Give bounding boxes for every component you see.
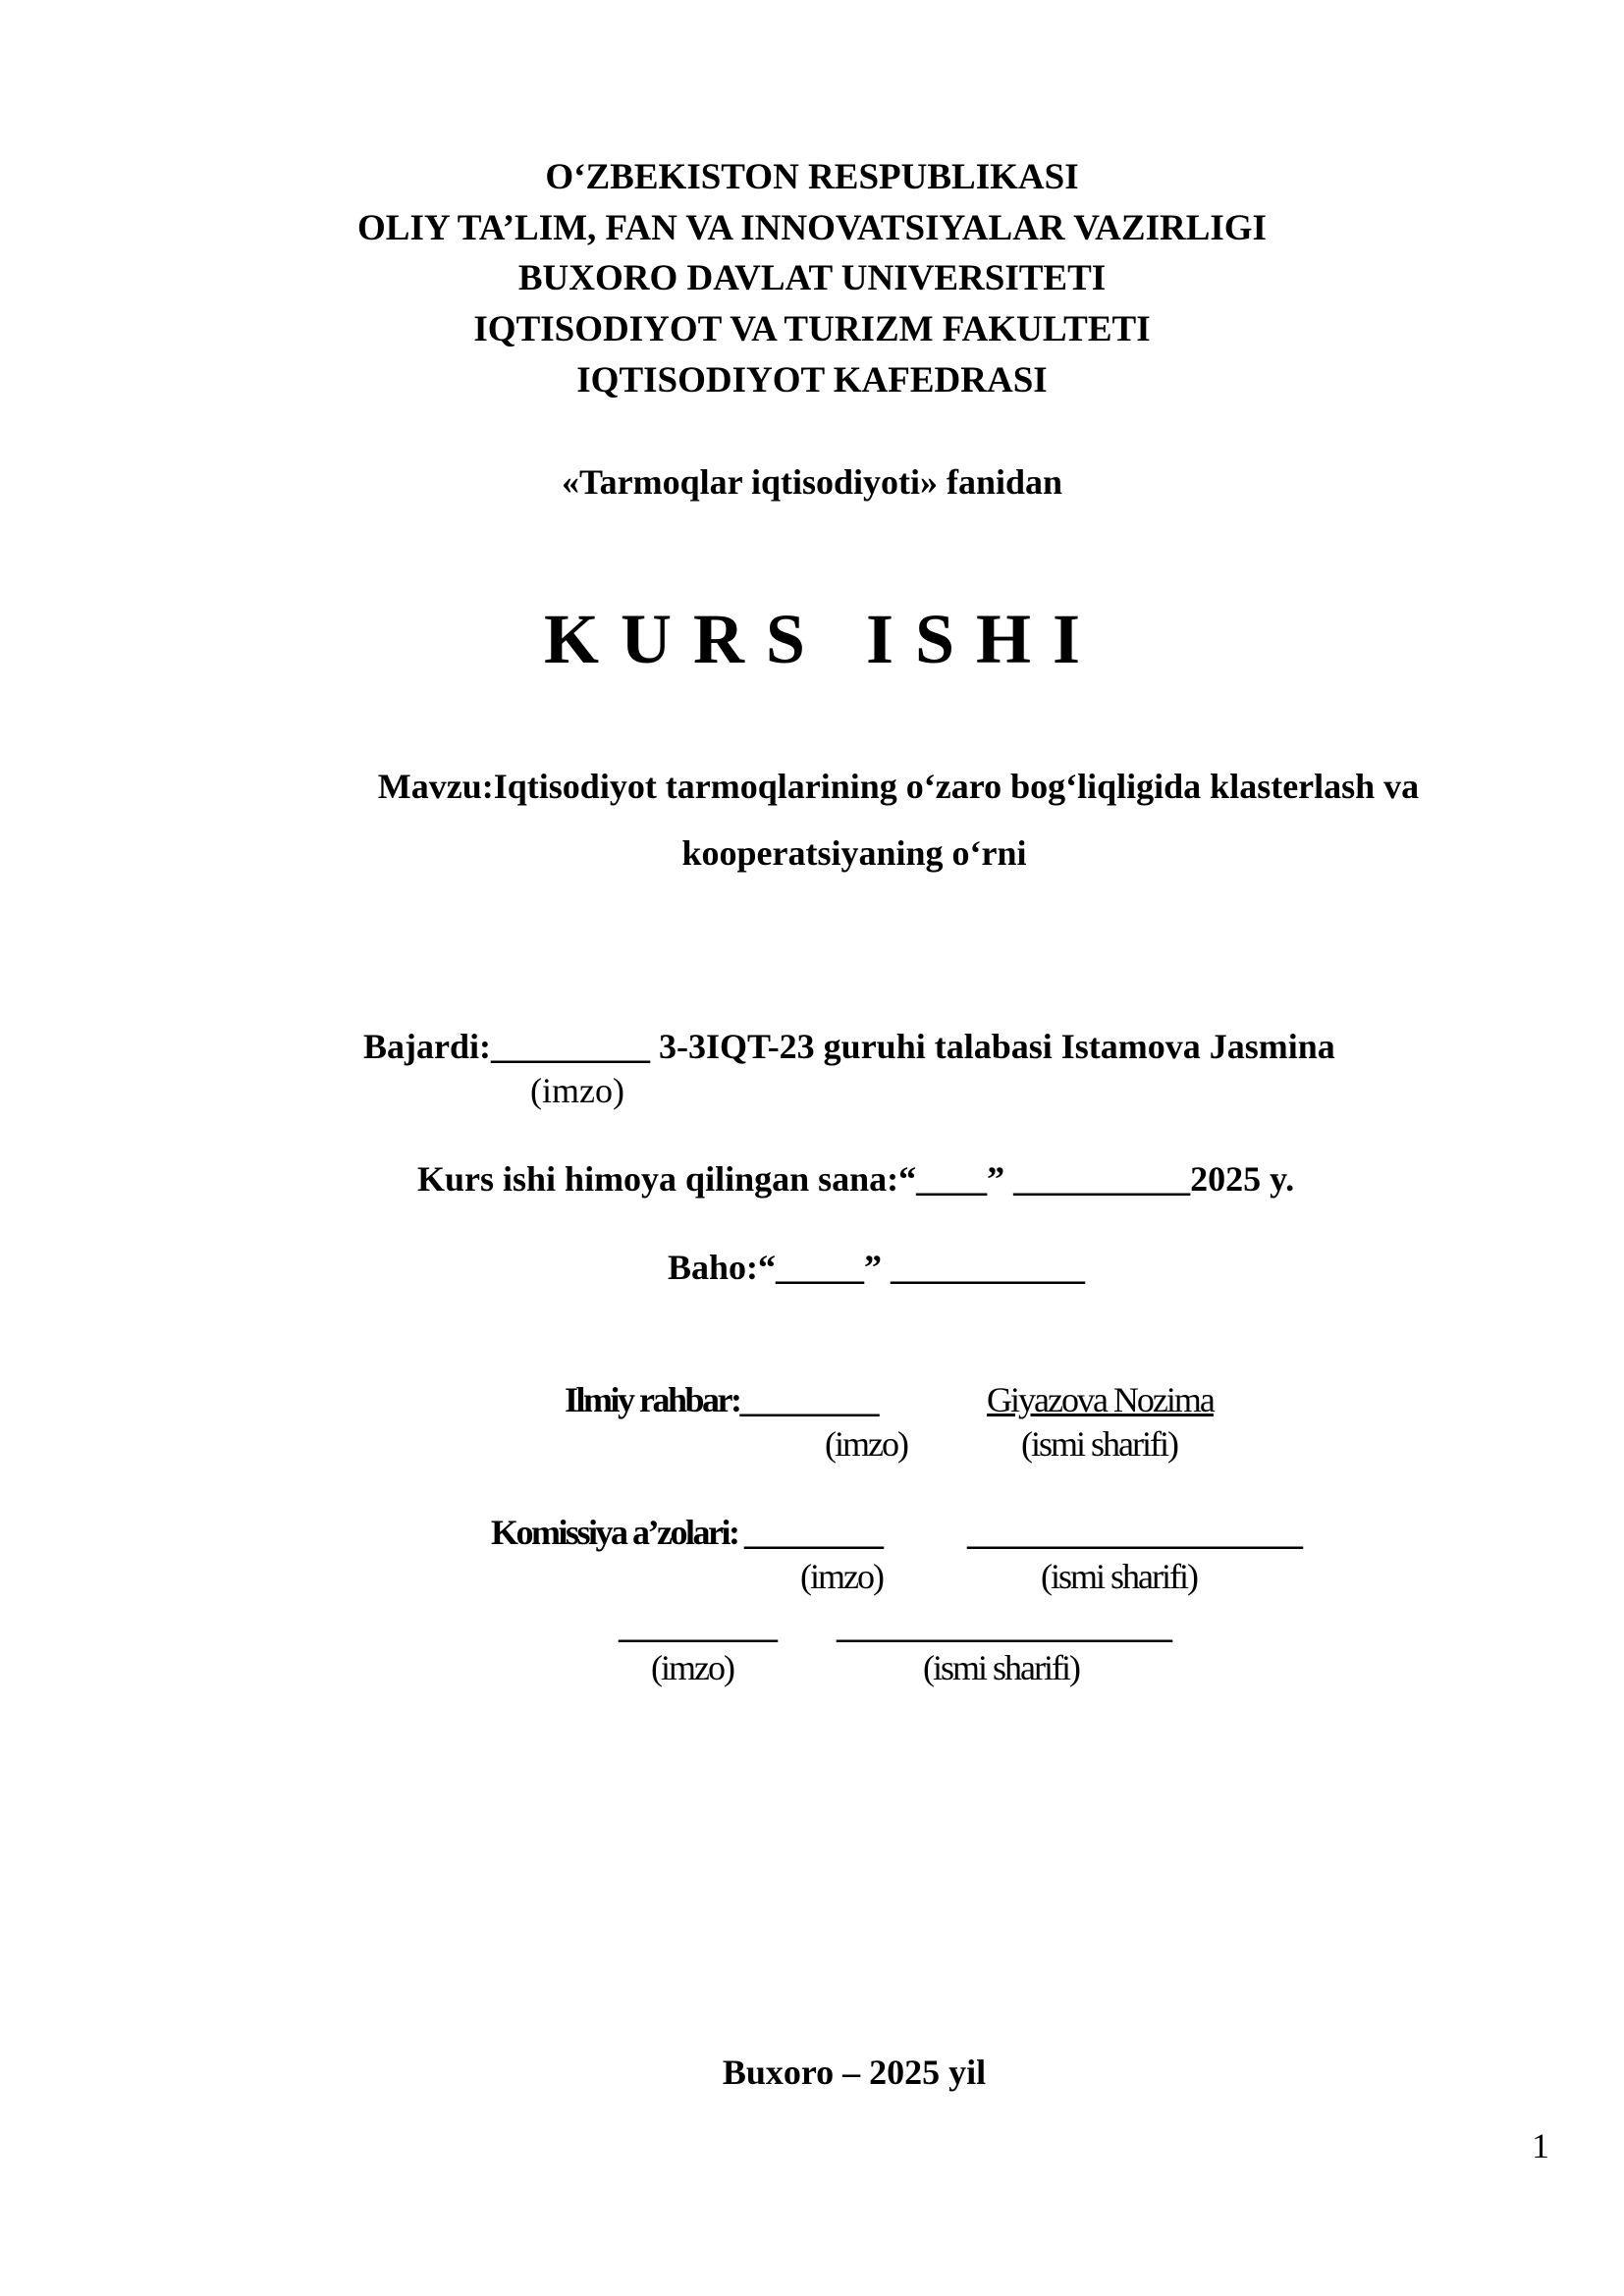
supervisor-name-caption: (ismi sharifi) <box>1021 1424 1177 1464</box>
performer-signature-caption: (imzo) <box>530 1071 624 1110</box>
commission-second-signature-line: _________ <box>619 1606 778 1645</box>
footer-city-year: Buxoro – 2025 yil <box>722 2053 987 2092</box>
performer-line: Bajardi:_________ 3-3IQT-23 guruhi talabasi Istamova Jasmina <box>363 1027 1335 1066</box>
topic-line-1: Mavzu:Iqtisodiyot tarmoqlarining o‘zaro bog‘liqligida klasterlash va <box>377 767 1420 806</box>
topic-line-2: kooperatsiyaning o‘rni <box>681 833 1027 873</box>
commission-second-name-caption: (ismi sharifi) <box>923 1648 1079 1687</box>
commission-name-line: ___________________ <box>967 1513 1303 1552</box>
department-name-line: IQTISODIYOT KAFEDRASI <box>576 360 1048 400</box>
supervisor-label: Ilmiy rahbar:_________ <box>565 1380 877 1419</box>
commission-second-signature-caption: (imzo) <box>651 1648 733 1687</box>
commission-signature-caption: (imzo) <box>800 1557 883 1596</box>
faculty-name-line: IQTISODIYOT VA TURIZM FAKULTETI <box>473 309 1151 349</box>
commission-name-caption: (ismi sharifi) <box>1041 1557 1197 1596</box>
subject-line: «Tarmoqlar iqtisodiyoti» fanidan <box>561 462 1063 502</box>
ministry-name-line: OLIY TA’LIM, FAN VA INNOVATSIYALAR VAZIRLIGI <box>357 208 1267 248</box>
defense-date-line: Kurs ishi himoya qilingan sana:“____” __________2025 y. <box>417 1159 1295 1199</box>
commission-second-name-line: ___________________ <box>837 1606 1172 1645</box>
supervisor-signature-caption: (imzo) <box>825 1424 907 1464</box>
supervisor-name: Giyazova Nozima <box>987 1380 1214 1419</box>
page-number: 1 <box>1532 2126 1549 2165</box>
document-title: KURS ISHI <box>543 600 1103 678</box>
ministry-country-line: O‘ZBEKISTON RESPUBLIKASI <box>545 157 1079 197</box>
university-name-line: BUXORO DAVLAT UNIVERSITETI <box>517 258 1107 298</box>
grade-line: Baho:“_____” ___________ <box>668 1248 1086 1287</box>
commission-label: Komissiya a’zolari: _________ <box>491 1513 882 1552</box>
